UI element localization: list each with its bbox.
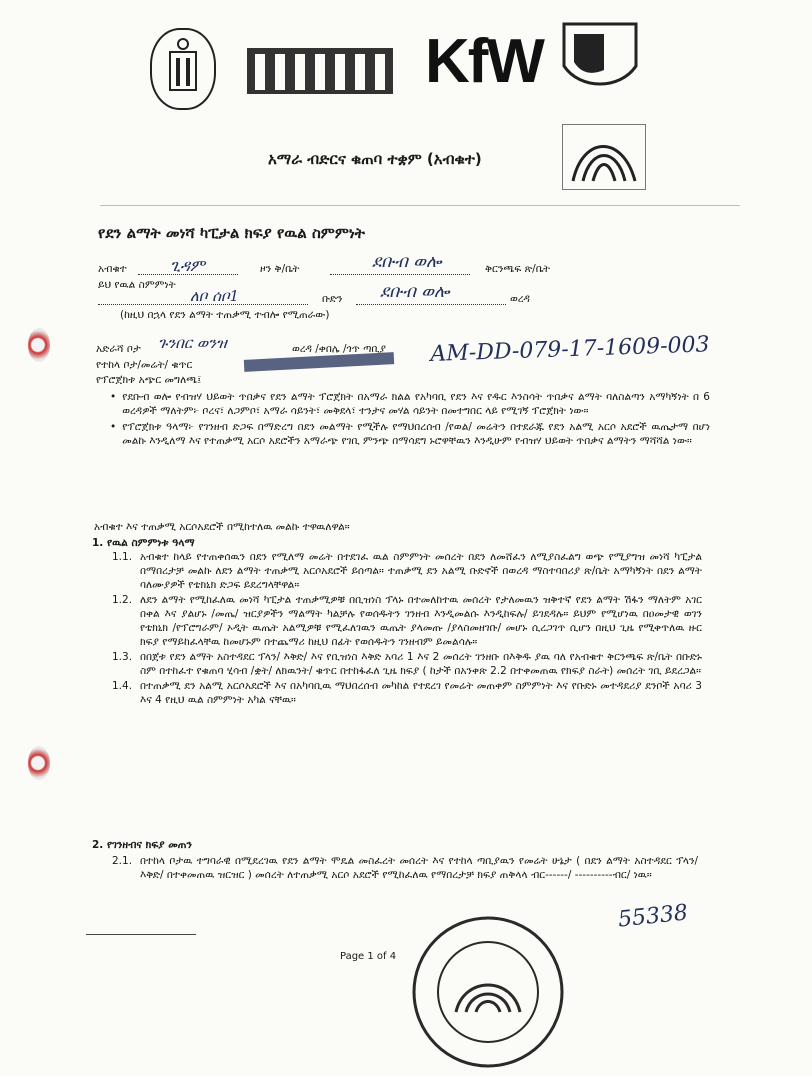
clause-text: አብቁተ ከላይ የተጠቀሰዉን በደን የሚለማ መሬት በተደገፈ ዉል ስምምነት መሰረት በደን ለመሸፈን ለሚያስፈልግ ወጭ የሚያግዝ መነሻ ካፒታል በማበረታቻ መልኩ ለደን ልማት ተጠቃሚ አርሶአደሮች ይሰጣል። ተጠቃሚ ደን አልሚ ቡድኖች በወረዳ ማስተባበሪያ ጽ/ቤት አማካኝነት በደን ልማት ባለሙያዎች የቴክኒክ ድጋፍ ይደረግላቸዋል። (140, 551, 702, 591)
german-cooperation-logo (560, 20, 640, 100)
kfw-logo-text: KfW (425, 27, 543, 96)
clause-number: 2.1. (112, 855, 133, 867)
section-2-heading: 2. የገንዘብና ክፍያ መጠን (92, 839, 192, 851)
subbranch-label: ቅርንጫፍ ጽ/ቤት (485, 263, 551, 275)
bullet-item (110, 420, 710, 448)
branch-value: ደቡብ ወሎ (372, 252, 442, 272)
clause-item (112, 593, 702, 649)
project-bullets (110, 390, 710, 448)
clause-text: ለደን ልማት የሚከፈለዉ መነሻ ካፒታል ተጠቃሚዎቹ በቢዝነስ ፕላኑ በተመለከተዉ መሰረት የታለመዉን ዝቅተኛ የደን ልማት ሽፋን ማለትም አገር በቀል እና ያልሆኑ /መጤ/ ዝርያዎችን ማልማት ካልቻሉ የወሰዱትን ገንዘብ እንዲመልሱ እንዲከፍሉ/ ይገደዳሉ። ይህም የሚሆነዉ በዐመታዊ ወገን የቴክኒክ /የፕሮግራም/ ኦዲት ዉጤት አልሚዎቹ የሚፈለገዉን ዉጤት ያላመጡ /ያላስመዘገቡ/ መሆኑ ሲረጋገጥ ሲሆን በዚህ ጊዜ የሚቀጥለዉ ዙር ክፍያ የማይከፈላቸዉ ከመሆኑም በተጨማሪ ከዚህ በፊት የወሰዱትን ገንዘብም ይመልሳሉ። (140, 594, 702, 648)
registration-value: AM-DD-079-17-1609-003 (430, 332, 710, 367)
punch-hole-bottom (28, 746, 50, 780)
bullet-dot: • (110, 391, 117, 403)
official-stamp (408, 912, 568, 1072)
clause-text: በበጀቱ የደን ልማት አስተዳደር ፕላን/ እቅድ/ እና የቢዝነስ እቅድ አባሪ 1 እና 2 መሰረት ገንዘቡ በእቅዱ ያዉ ባለ የአብቁተ ቅርንጫፍ ጽ/ቤት በቡድኑ ስም በተከፈተ የቁጠባ ሂሳብ /ቋት/ ለክዉንት/ ቁጥር በተከፋፈለ ጊዜ ክፍያ ( ከታች በአንቀጽ 2.2 በተቀመጠዉ የክፍያ ስራት) መሰረት ገቢ ይደረጋል። (140, 651, 702, 677)
bullet-item (110, 390, 710, 418)
branch-field-line (330, 274, 470, 275)
punch-hole-top (28, 328, 50, 362)
clause-text: በተከላ ቦታዉ ተግባራዊ በሚደረገዉ የደን ልማት ሞዴል መስፈረት መሰረት እና የተከላ ጣቢያዉን የመሬት ሁኔታ ( በደን ልማት አስተዳደር ፕላን/እቅድ/ በተቀመጠዉ ዝርዝር ) መሰረት ለተጠቃሚ አርሶ አደሮች የሚከፈለዉ የማበረታቻ ክፍያ ጠቅላላ ብር------/ ----------ብር/ ነዉ። (140, 855, 698, 881)
address-prefix: አድራሻ ቦታ (96, 343, 141, 355)
ministry-emblem-logo (245, 40, 395, 100)
clause-number: 1.3. (112, 651, 133, 663)
agreement-line: አብቁተ እና ተጠቃሚ አርሶአደሮች በሚከተለዉ መልኩ ተዋዉለዋል። (94, 521, 350, 533)
beneficiary-note: (ከዚህ በኋላ የደን ልማት ተጠቃሚ ተብሎ የሚጠራው) (120, 309, 330, 321)
section-2-items (112, 854, 698, 882)
lender-label: አብቁተ (98, 263, 127, 275)
woreda-label: ወረዳ (510, 293, 530, 305)
address-value: ጉንበር ወንዝ (158, 334, 227, 352)
project-heading: የፕሮጀክቱ አጭር መግለጫ፤ (96, 374, 202, 386)
section-1-items (112, 550, 702, 707)
section-1-heading: 1. የዉል ስምምነቱ ዓላማ (92, 537, 195, 549)
group-field-line (356, 304, 506, 305)
acsi-logo (562, 124, 646, 190)
clause-item (112, 679, 702, 707)
bullet-text: የደቡብ ወሎ የብዝሃ ህይወት ጥበቃና የደን ልማት ፕሮጀክት በአማራ ክልል የአካባቢ የደን እና የዱር እንስሳት ጥበቃና ልማት ባለስልጣን አማካኝነት በ 6 ወረዳዎች ማለትም፦ ቦረና፣ ለጋምቦ፣ አማራ ሳይንት፣ መቅደላ፣ ተንታና መሃል ሳይንት በመተግበር ላይ የሚገኝ ፕሮጀክት ነው። (122, 391, 710, 417)
clause-item (112, 854, 698, 882)
bullet-text: የፕሮጀክቱ ዓላማ፦ የገንዘብ ድጋፍ በማድረግ በደን መልማት የሚችሉ የማህበረሰብ /የወል/ መሬትን በተደራጁ የደን አልሚ አርሶ አደሮች ዉጤታማ በሆነ መልኩ እንዲለማ እና የተጠቃሚ አርሶ አደሮችን አማራጭ የገቢ ምንጭ በማሳደግ ኑሮዋቸዉን እንዲሁም የብዝሃ ህይወት ጥበቃና ልማትን ማሻሻል ነው። (122, 421, 710, 447)
scribble-mark (244, 352, 394, 372)
regional-emblem-logo (150, 28, 216, 110)
page-number: Page 1 of 4 (340, 951, 397, 962)
clause-item (112, 650, 702, 678)
signer-value: ለቦ ሰቦ1 (190, 287, 240, 305)
lender-value: ጊዳም (170, 256, 205, 275)
signer-label: ይህ የዉል ስምምነት (98, 279, 176, 291)
branch-label: ዞን ቅ/ቤት (260, 263, 300, 275)
stamp-seal-icon (408, 912, 568, 1072)
group-label: ቡድን (322, 293, 343, 305)
clause-number: 1.4. (112, 680, 133, 692)
clause-number: 1.1. (112, 551, 133, 563)
bullet-dot: • (110, 421, 117, 433)
group-value: ደቡብ ወሎ (380, 282, 450, 302)
document-title: የደን ልማት መነሻ ካፒታል ክፍያ የዉል ስምምነት (98, 224, 365, 242)
registration-prefix: የተከላ ቦታ/መሬት/ ቁጥር (96, 359, 193, 371)
clause-item (112, 550, 702, 592)
clause-text: በተጠቃሚ ደን አልሚ አርሶአደሮች እና በአካባቢዉ ማህበረሰብ መካከል የተደረገ የመሬት መጠቀም ስምምነት እና የቡድኑ መተዳደሪያ ደንቦች አባሪ 3 እና 4 የዚህ ዉል ስምምነት አካል ናቸዉ። (140, 680, 702, 706)
handwritten-amount: 55338 (616, 900, 690, 933)
footer-divider (86, 934, 196, 935)
header-divider (100, 205, 740, 206)
kfw-logo (425, 20, 543, 104)
address-suffix: ወረዳ /ቀበሌ /ጎጥ ጣቢያ (292, 343, 386, 355)
org-name: አማራ ብድርና ቁጠባ ተቋም (አብቁተ) (268, 150, 482, 168)
clause-number: 1.2. (112, 594, 133, 606)
